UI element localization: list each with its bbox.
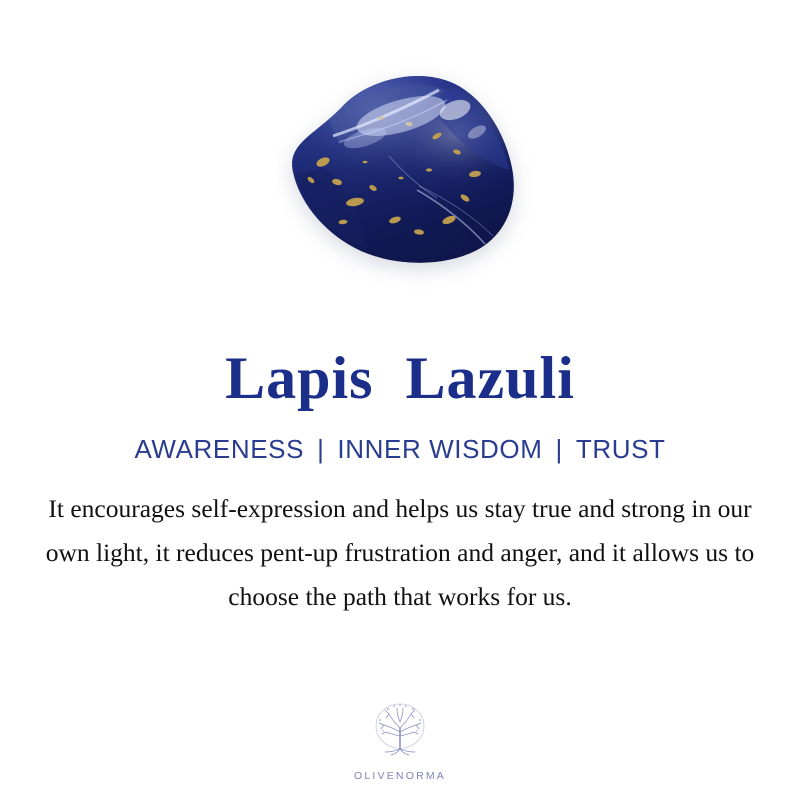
page-title: Lapis Lazuli [225,345,575,411]
keyword-trust: TRUST [575,434,666,464]
stone-description: It encourages self-expression and helps us stay true and strong in our own light, it reduces pent-up frustration and anger, and it allows us to choose the path that works for us. [45,494,755,611]
brand-name: OLIVENORMA [353,770,446,782]
keyword-inner-wisdom: INNER WISDOM [337,434,543,464]
keyword-awareness: AWARENESS [134,434,305,464]
lapis-lazuli-stone-image [269,70,531,270]
brand-logo [0,698,800,782]
keyword-list [132,434,667,465]
tree-of-life-icon [368,698,432,767]
keyword-separator: | [555,434,563,464]
stone-image-container [0,10,800,330]
keyword-separator: | [317,434,325,464]
